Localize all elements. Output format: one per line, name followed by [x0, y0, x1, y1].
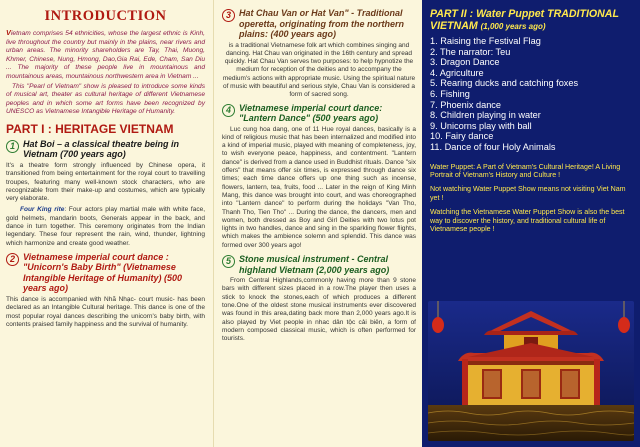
section-number-icon: 1 [6, 140, 19, 153]
list-item: 1. Raising the Festival Flag [430, 36, 541, 46]
water-puppet-note-1: Water Puppet: A Part of Vietnam's Cultural Heritage! A Living Portrait of Vietnam's History and Culture ! [430, 162, 621, 180]
section-1-header [6, 139, 205, 160]
program-list [430, 36, 632, 153]
section-4-paragraph: Luc cung hoa dang, one of 11 Hue royal dances, basically is a kind of religious music that has been internalized and modified into a kind of imperial music, played with meaning of completeness, joy, to wish everyone peace, happiness, and contentment. "Lantern dance" is derived from a dance used in Buddhist rituals. Dance "six offers" that means offer six times, is expressed through dance six times; each time dance offers up one thing such as incense, flowers, lantern, tea, fruits, food ... Later in the reign of King Minh Mang, this dance was brought into court, and was choreographed into "Lantern dance" to perform during the holidays "Van Tho, Thanh Tho, Tien Tho" ... During the dance, the dancers, men and women, both dressed as Boy and Girl Deities with two lotus pot lights in two handles, dance and sing in the sparkling flower flights, which makes the ambience solemn and splendid. This dance was formed over 300 years ago! [222, 125, 416, 249]
section-number-icon: 4 [222, 104, 235, 117]
intro-paragraph-1-text: ietnam comprises 54 ethnicities, whose the largest ethnic is Kinh, live throughout the country but mainly in the plains, near rivers and urban areas. The minority shareholders are Tay, Thai, Muong, Khmer, Chinese, Nung, Hmong, Dao,Gia Rai, Ede, Cham, San Diu ... The majority of these people live in mountainous and mountainous areas, mountainous northwestern area in Vietnam ... [6, 30, 205, 80]
column-introduction [0, 0, 213, 447]
section-1-title: Hat Boi – a classical theatre being in Vietnam (700 years ago) [23, 138, 180, 160]
intro-dropcap: V [6, 28, 11, 37]
list-item: 7. Phoenix dance [430, 99, 502, 110]
list-item: 11. Dance of four Holy Animals [430, 141, 556, 152]
section-5-paragraph: From Central Highlands,commonly having more than 9 stone bars with different sizes placed in a row.The player then uses a stick to knock the stones,each of which produces a different tone.One of the oldest stone musical instruments ever discovered was found in this area,dating back more than 2,000 years ago.It is also played by Viet people in nhac dân tộc cải biên, a form of modern composed classical music, which is often performed for tourists. [222, 277, 416, 343]
column-heritage [213, 0, 422, 447]
water-puppet-note-2: Not watching Water Puppet Show means not visiting Viet Nam yet ! [430, 185, 626, 202]
intro-title: INTRODUCTION [44, 8, 167, 24]
part1-title: PART I : HERITAGE VIETNAM [6, 121, 174, 136]
part2-subtitle: (1,000 years ago) [480, 22, 546, 31]
part2-title [430, 8, 632, 33]
list-item: 4. Agriculture [430, 67, 484, 78]
section-5-header [222, 254, 416, 275]
section-number-icon: 3 [222, 9, 235, 22]
intro-paragraph-2: This "Pearl of Vietnam" show is pleased to introduce some kinds of musical art, theater as cultural heritage of different Vietnamese peoples and in which some art forms have been recognized by UNESCO as Vietnamese Intangible Heritage of Humanity. [6, 82, 205, 116]
four-king-rite-text: : Four actors play martial male with white face, gold helmets, mandarin boots, Generals appear in the back, and dance in turn together. This ceremony originates from the Indian legendary. These four represent the rain, wind, thunder, lightning which harmonize and create good weather. [6, 206, 205, 247]
section-1-paragraph-1: It's a theatre form strongly influenced by Chinese opera, it transitioned from being entertainment for the royal court to travelling troupes, featuring many well-known stock characters, who are recognizable from their make-up and costumes, which are typically very elaborate. [6, 161, 205, 203]
water-puppet-notes [430, 163, 632, 235]
list-item: 6. Fishing [430, 88, 470, 99]
section-2-header [6, 252, 205, 294]
part2-title-text: PART II : Water Puppet TRADITIONAL VIETNAM [430, 8, 619, 32]
section-number-icon: 5 [222, 255, 235, 268]
list-item: 3. Dragon Dance [430, 57, 500, 68]
section-4-title: Vietnamese imperial court dance: "Lantern Dance" (500 years ago) [239, 102, 383, 124]
water-puppet-note-3: Watching the Vietnamese Water Puppet Show is also the best way to discover the history, and traditional cultural life of Vietnamese people ! [430, 207, 625, 234]
water-puppet-stage-image [428, 301, 634, 441]
section-3-paragraph: is a traditional Vietnamese folk art which combines singing and dancing. Hat Chau van originated in the 16th century and spread quickly. Hat Chau Van serves two purposes: to help hypnotize the medium for reception of the deities and to accompany the medium's actions with appropriate music. Using the spiritual nature of music with beautiful and serious style, Chau Van is considered a form of sacred song. [222, 41, 416, 99]
section-number-icon: 2 [6, 253, 19, 266]
intro-paragraph-1 [6, 29, 205, 82]
section-2-title: Vietnamese imperial court dance : "Unicorn's Baby Birth" (Vietnamese Intangible Heritage of Humanity) (500 years ago) [23, 251, 183, 294]
section-3-header [222, 8, 416, 40]
four-king-rite-label: Four King rite [20, 206, 65, 214]
section-4-header [222, 103, 416, 124]
section-5-title: Stone musical instrument - Central highland Vietnam (2,000 years ago) [239, 254, 390, 275]
list-item: 9. Unicorns play with ball [430, 120, 532, 131]
list-item: 10. Fairy dance [430, 131, 494, 142]
section-2-paragraph-1: This dance is accompanied with Nhã Nhạc- court music- has been declared as an Intangible Cultural heritage. This dance is one of the most popular royal dances describing the unicorn's baby birth, with contents praised family happiness and the survival of humanity. [6, 295, 205, 328]
section-1-paragraph-2 [6, 206, 205, 247]
list-item: 8. Children playing in water [430, 110, 541, 121]
section-3-title: Hat Chau Van or Hat Van" - Traditional operetta, originating from the northern plains: (400 years ago) [239, 8, 405, 39]
pagoda-stage-illustration [428, 301, 634, 441]
column-water-puppet [422, 0, 640, 447]
list-item: 2. The narrator: Teu [430, 46, 511, 57]
list-item: 5. Rearing ducks and catching foxes [430, 78, 579, 89]
